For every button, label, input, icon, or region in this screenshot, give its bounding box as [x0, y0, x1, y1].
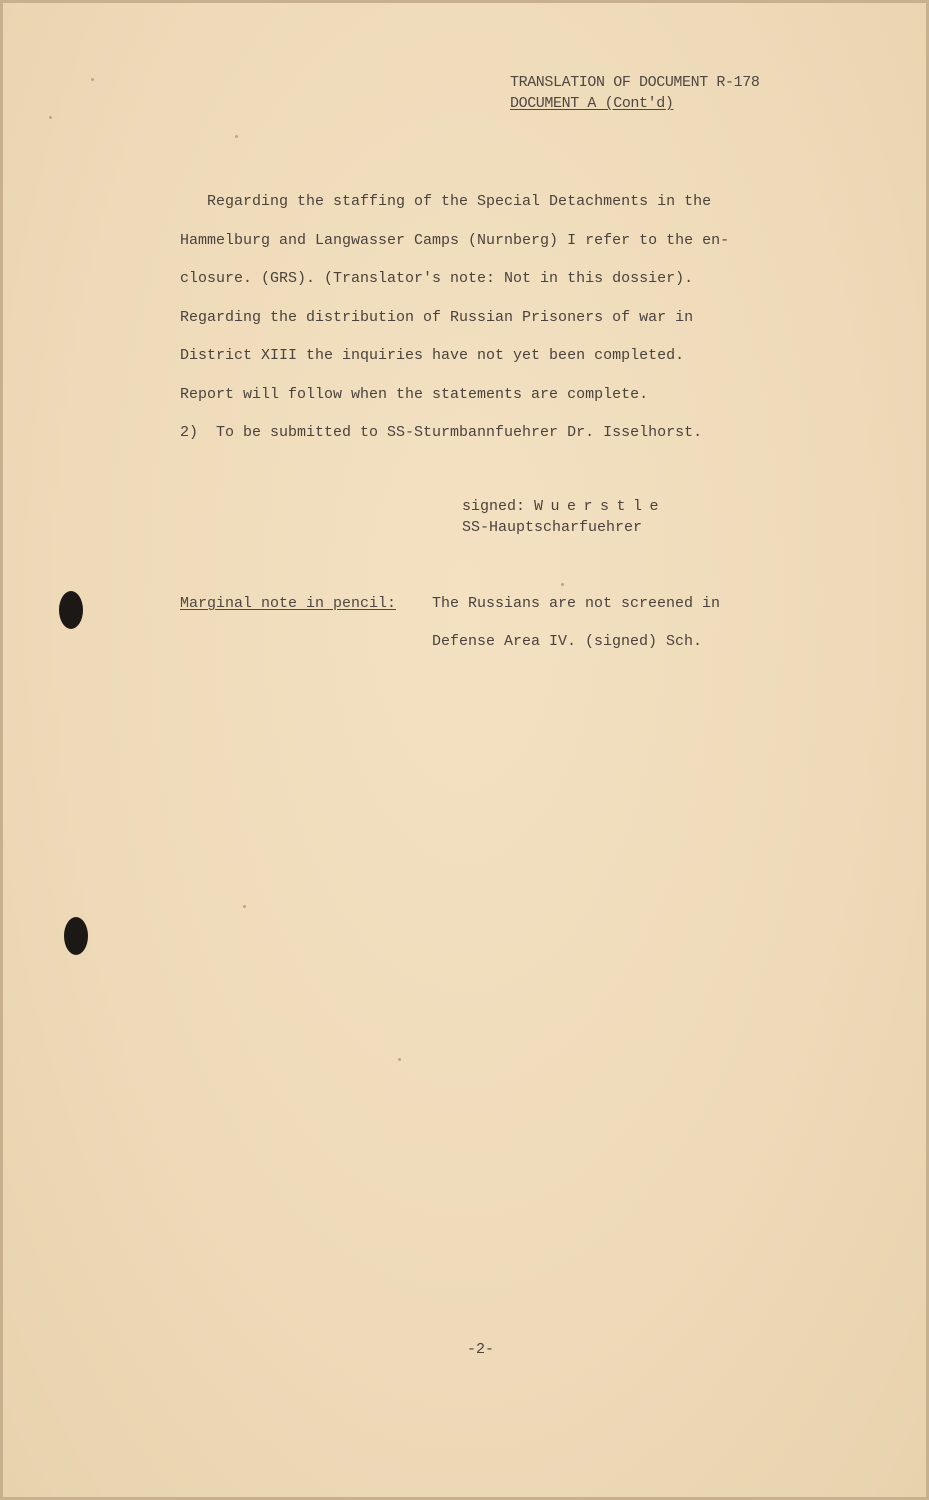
punch-hole — [64, 917, 88, 955]
paper-speck — [561, 583, 564, 586]
body-line: District XIII the inquiries have not yet been completed. — [180, 347, 685, 364]
document-header-title: TRANSLATION OF DOCUMENT R-178 — [510, 74, 760, 91]
marginal-note-line: The Russians are not screened in — [432, 595, 721, 612]
signature-line — [462, 498, 666, 516]
body-line: 2) To be submitted to SS-Sturmbannfuehrer Dr. Isselhorst. — [180, 424, 703, 441]
body-line: Hammelburg and Langwasser Camps (Nurnberg) I refer to the en- — [180, 232, 730, 249]
body-line: Regarding the staffing of the Special Detachments in the — [180, 193, 712, 210]
marginal-note-label: Marginal note in pencil: — [180, 595, 397, 612]
paper-speck — [49, 116, 52, 119]
punch-hole — [59, 591, 83, 629]
paper-speck — [91, 78, 94, 81]
paper-speck — [398, 1058, 401, 1061]
paper-speck — [243, 905, 246, 908]
document-header-subtitle: DOCUMENT A (Cont'd) — [510, 95, 674, 112]
body-line: Report will follow when the statements are complete. — [180, 386, 649, 403]
paper-speck — [235, 135, 238, 138]
body-line: closure. (GRS). (Translator's note: Not in this dossier). — [180, 270, 694, 287]
page-number: -2- — [467, 1341, 495, 1358]
signature-title: SS-Hauptscharfuehrer — [462, 519, 643, 536]
marginal-note-line: Defense Area IV. (signed) Sch. — [432, 633, 703, 650]
body-line: Regarding the distribution of Russian Prisoners of war in — [180, 309, 694, 326]
signature-name: Wuerstle — [534, 498, 667, 515]
signature-prefix: signed: — [462, 498, 535, 515]
